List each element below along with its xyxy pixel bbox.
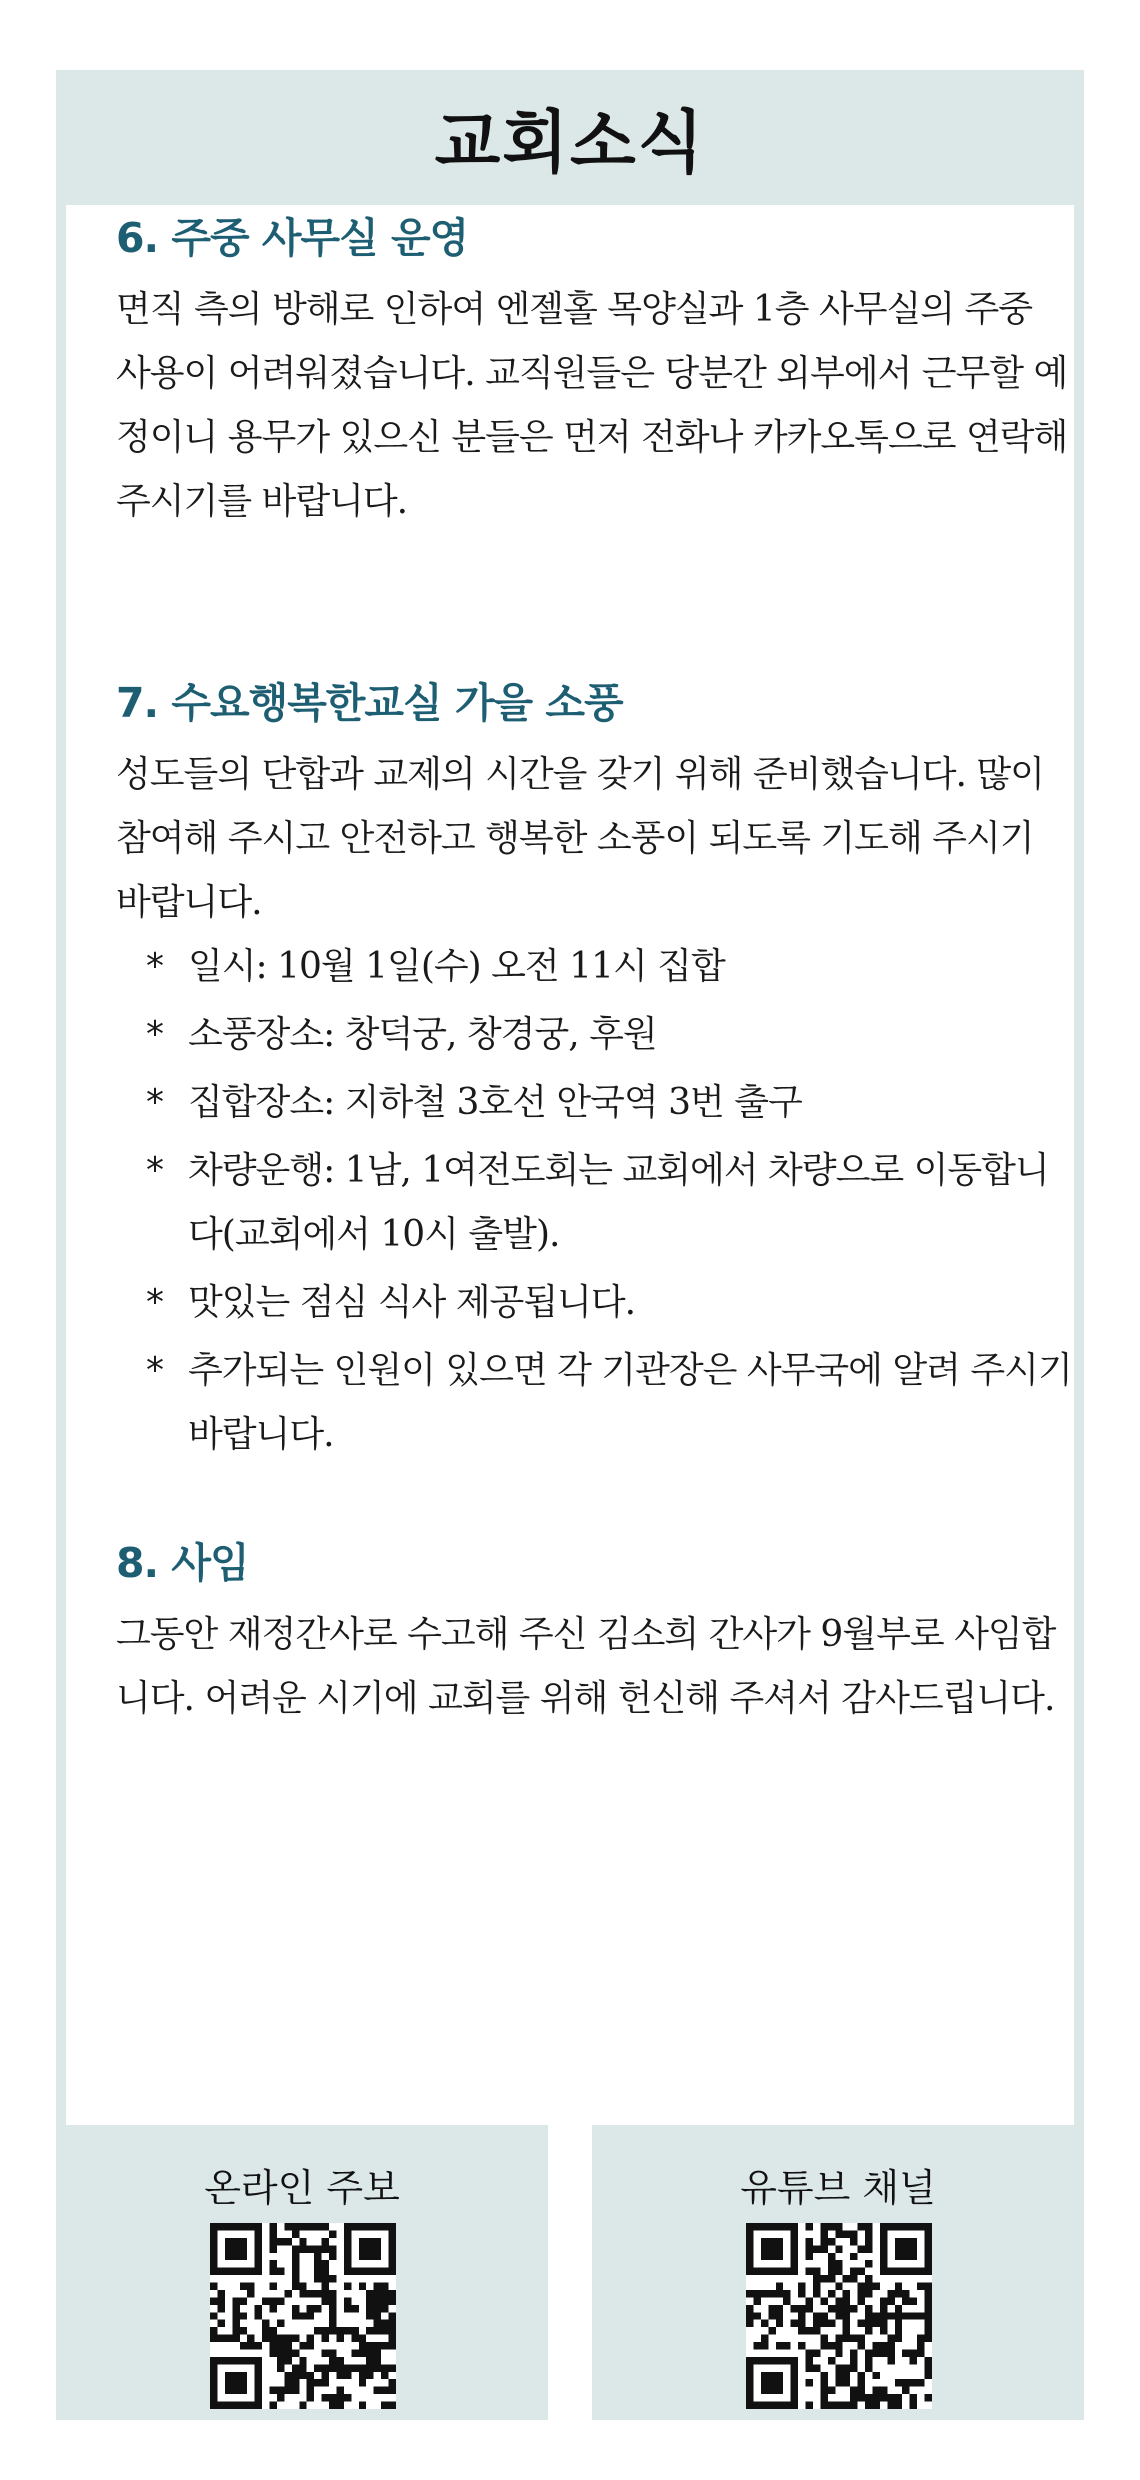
youtube-channel-box: [592, 2135, 1084, 2420]
bullet-asterisk-icon: *: [146, 1014, 163, 1055]
section-office-hours: [116, 205, 1076, 534]
bullet-asterisk-icon: *: [146, 1150, 163, 1191]
bullet-asterisk-icon: *: [146, 1082, 163, 1123]
section-autumn-picnic: [116, 670, 1076, 1471]
online-bulletin-box: [56, 2135, 548, 2420]
news-content: [66, 205, 1074, 2125]
list-item: * 추가되는 인원이 있으면 각 기관장은 사무국에 알려 주시기 바랍니다.: [116, 1339, 1076, 1467]
section-title: 6. 주중 사무실 운영: [116, 214, 469, 262]
section-body: 성도들의 단합과 교제의 시간을 갖기 위해 준비했습니다. 많이 참여해 주시고 안전하고 행복한 소풍이 되도록 기도해 주시기 바랍니다.: [116, 754, 1044, 923]
section-body: 그동안 재정간사로 수고해 주신 김소희 간사가 9월부로 사임합니다. 어려운 시기에 교회를 위해 헌신해 주셔서 감사드립니다.: [116, 1614, 1056, 1719]
header: [56, 70, 1084, 205]
bullet-asterisk-icon: *: [146, 1282, 163, 1323]
section-title: 7. 수요행복한교실 가을 소풍: [116, 679, 623, 727]
youtube-channel-qr-code[interactable]: [746, 2223, 932, 2409]
picnic-details-list: [116, 935, 1076, 1467]
list-item: * 집합장소: 지하철 3호선 안국역 3번 출구: [116, 1071, 1076, 1135]
page-title: 교회소식: [434, 104, 706, 183]
qr-divider: [548, 2125, 592, 2420]
section-title: 8. 사임: [116, 1539, 249, 1587]
qr-label: 유튜브 채널: [740, 2166, 936, 2210]
bullet-asterisk-icon: *: [146, 946, 163, 987]
news-panel: [56, 70, 1084, 2420]
list-item: * 일시: 10월 1일(수) 오전 11시 집합: [116, 935, 1076, 999]
list-item: * 소풍장소: 창덕궁, 창경궁, 후원: [116, 1003, 1076, 1067]
list-item: * 맛있는 점심 식사 제공됩니다.: [116, 1271, 1076, 1335]
section-resignation: [116, 1530, 1076, 1731]
section-body: 면직 측의 방해로 인하여 엔젤홀 목양실과 1층 사무실의 주중 사용이 어려워졌습니다. 교직원들은 당분간 외부에서 근무할 예정이니 용무가 있으신 분들은 먼저 전화나 카카오톡으로 연락해 주시기를 바랍니다.: [116, 289, 1068, 522]
list-item: * 차량운행: 1남, 1여전도회는 교회에서 차량으로 이동합니다(교회에서 10시 출발).: [116, 1139, 1076, 1267]
bullet-asterisk-icon: *: [146, 1350, 163, 1391]
qr-label: 온라인 주보: [204, 2166, 400, 2210]
online-bulletin-qr-code[interactable]: [210, 2223, 396, 2409]
